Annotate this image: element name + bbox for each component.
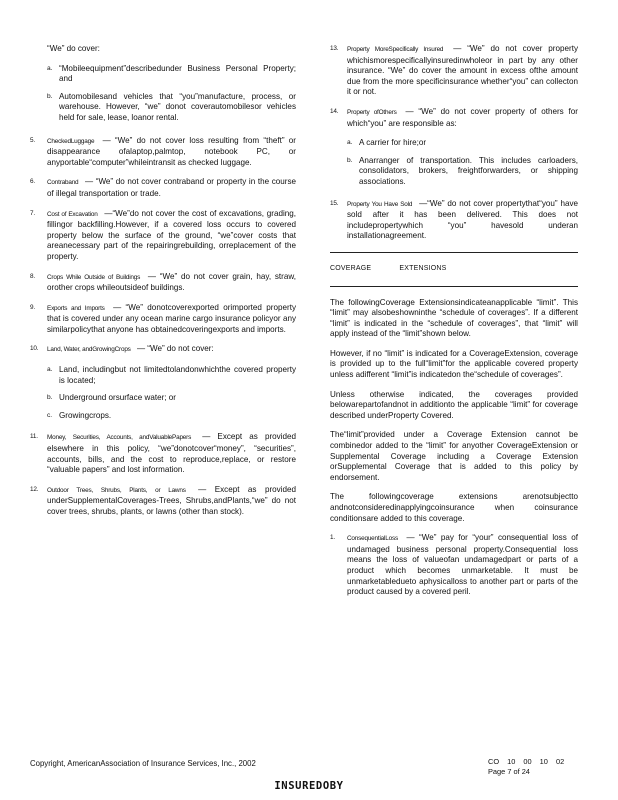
list-text: Underground orsurface water; or [59, 393, 176, 403]
paragraph: Unless otherwise indicated, the coverages provided belowarepartofandnot in additionto the applicable “limit” for coverage described underProperty Covered. [330, 389, 578, 420]
item-heading: Exports and Imports [47, 304, 105, 312]
item-heading: ConsequentialLoss [347, 535, 398, 543]
section-divider [330, 252, 578, 253]
item-number: 8. [30, 272, 35, 280]
item-body: — “We” do not cover property whichismorespecificallyinsuredinwholeor in part by any other insurance. “We” do cover the amount in excess ofthe amount due from the more specificinsurance whether“you” can collecton it or not. [347, 44, 578, 97]
item-body: — “We” do not cover grain, hay, straw, orother crops whileoutsideof buildings. [47, 271, 296, 293]
item-text [347, 533, 578, 598]
exclusion-item [30, 303, 296, 336]
list-item [47, 411, 296, 422]
section-divider [330, 286, 578, 287]
exclusion-item [30, 177, 296, 199]
list-marker: b. [47, 394, 53, 402]
list-item [47, 365, 296, 386]
item-text [47, 432, 296, 475]
item-text [47, 303, 296, 336]
item-text [347, 44, 578, 98]
item-number: 14. [330, 107, 339, 115]
paragraph: The followingcoverage extensions arenotsubjectto andnotconsideredinapplyingcoinsurance when coinsurance conditionsare added to this coverage. [330, 492, 578, 523]
right-column [330, 44, 578, 607]
item-heading: Property MoreSpecifically Insured [347, 46, 444, 53]
list-item [347, 156, 578, 188]
list-item [47, 92, 296, 124]
left-column [30, 44, 296, 527]
item-number: 7. [30, 209, 35, 217]
item-text [47, 136, 296, 169]
watermark: INSUREDOBY [274, 780, 344, 792]
item-heading: Contraband [47, 179, 79, 187]
item-heading: Outdoor Trees, Shrubs, Plants, or Lawns [47, 486, 186, 494]
page-number: Page 7 of 24 [488, 767, 530, 776]
item-body: — Except as provided elsewhere in this policy, “we”donotcover“money”, “securities”, accounts, bills, and the cost to reproduce,replace, or restore “valuable papers” and lost information. [47, 432, 296, 475]
list-text: Anarranger of transportation. This includes carloaders, consolidators, brokers, freightforwarders, or shipping associations. [359, 155, 578, 186]
list-text: Automobilesand vehicles that “you”manufacture, process, or warehouse. However, “we” donot coverautomobilesor vehicles held for sale, lease, loanor rental. [59, 91, 296, 122]
item-heading: CheckedLuggage [47, 137, 95, 145]
item-body: — “We” pay for “your” consequential loss of undamaged business personal property.Consequential loss means the loss of valueofan undamagedpart or parts of a product which becomes unmarketable. It must be unmarketabledueto aphysicalloss to another part or parts of the product caused by a covered peril. [347, 533, 578, 597]
item-body: —“We”do not cover the cost of excavations, grading, fillingor backfilling.However, if a covered loss occurs to covered property below the surface of the ground, “we”cover costs that areanecessary part of the repairingrebuilding, orreplacement of the property. [47, 208, 297, 261]
exclusion-item [330, 44, 578, 98]
copyright-notice: Copyright, AmericanAssociation of Insurance Services, Inc., 2002 [30, 759, 256, 768]
exclusion-item [330, 107, 578, 129]
item-number: 1. [330, 534, 335, 542]
intro-text: “We” do cover: [47, 44, 100, 53]
item-text [47, 344, 296, 356]
form-info [488, 757, 578, 777]
list-marker: c. [47, 411, 53, 419]
list-item [47, 64, 296, 85]
list-marker: a. [47, 366, 53, 374]
exclusion-item [30, 344, 296, 356]
paragraph: The followingCoverage Extensionsindicateanapplicable “limit”. This “limit” may alsobeshowninthe “schedule of coverages”. If a different “limit” is indicated in the “schedule of coverages”, that “limit” will apply instead of the “limit”shown below. [330, 297, 578, 339]
section-title: COVERAGE EXTENSIONS [330, 264, 447, 272]
list-marker: b. [47, 92, 53, 100]
exclusion-item [30, 136, 296, 169]
item-body: —“We” do not cover propertythat“you” have sold after it has been delivered. This does not includepropertywhich “you” havesold underan installationagreement. [347, 198, 578, 241]
item-text [47, 177, 296, 199]
item-text [347, 107, 578, 129]
list-marker: b. [347, 156, 353, 164]
list-text: “Mobileequipment”describedunder Business Personal Property; and [59, 63, 296, 84]
item-number: 15. [330, 199, 339, 207]
list-marker: a. [347, 139, 353, 147]
item-heading: Cost of Excavation [47, 210, 98, 218]
form-code: CO 10 00 10 02 [488, 757, 565, 766]
item-number: 10. [30, 345, 39, 353]
list-text: Growingcrops. [59, 410, 112, 420]
exclusion-item [30, 485, 296, 518]
item-body: — “We” donotcoverexported orimported property that is covered under any ocean marine cargo insurance policyor any similarpolicythat anyone has obtainedcoveringexports and imports. [47, 302, 297, 334]
list-item [47, 393, 296, 404]
item-heading: Crops While Outside of Buildings [47, 273, 141, 281]
item-body: — “We” do not cover property of others for which“you” are responsible as: [347, 106, 579, 128]
item-heading: Property ofOthers [347, 108, 397, 116]
item-number: 5. [30, 136, 35, 144]
item-number: 13. [330, 45, 339, 52]
list-marker: a. [47, 64, 53, 72]
paragraph: However, if no “limit” is indicated for a CoverageExtension, coverage is provided up to the full“limit”for the applicable covered property unless adifferent “limit”is indicatedon the“schedule of coverages”. [330, 348, 578, 380]
exclusion-item [30, 272, 296, 294]
item-text [47, 485, 296, 518]
item-number: 9. [30, 303, 35, 311]
list-item [347, 138, 578, 149]
exclusion-item [330, 199, 578, 242]
item-body: — “We” do not cover loss resulting from “theft” or disappearance ofalaptop,palmtop, notebook PC, or anyportable“computer”whileintransit as checked luggage. [47, 135, 296, 167]
exclusion-item [30, 209, 296, 263]
item-number: 6. [30, 178, 35, 186]
list-text: A carrier for hire;or [359, 138, 427, 148]
extension-item [330, 533, 578, 598]
item-body: — “We” do not cover: [136, 344, 214, 354]
item-text [47, 209, 296, 263]
item-body: — Except as provided underSupplementalCoverages-Trees, Shrubs,andPlants,“we” do not cover trees, shrubs, plants, or lawns (other than stock). [47, 484, 296, 516]
item-heading: Money, Securities, Accounts, andValuablePapers [47, 434, 192, 442]
item-body: — “We” do not cover contraband or property in the course of illegal transportation or trade. [47, 177, 296, 198]
item-text [347, 199, 578, 242]
exclusion-item [30, 432, 296, 475]
list-text: Land, includingbut not limitedtolandonwhichthe covered property is located; [59, 365, 296, 385]
item-number: 11. [30, 433, 38, 441]
item-heading: Property You Have Sold [347, 200, 413, 208]
paragraph: The“limit”provided under a Coverage Extension cannot be combinedor added to the “limit” for anyother CoverageExtension or Supplemental Coverage including a Coverage Extension orSupplemental Coverage that is added to this policy by endorsement. [330, 430, 578, 482]
item-number: 12. [30, 485, 39, 493]
item-heading: Land, Water, andGrowingCrops [47, 346, 131, 354]
item-text [47, 272, 296, 294]
